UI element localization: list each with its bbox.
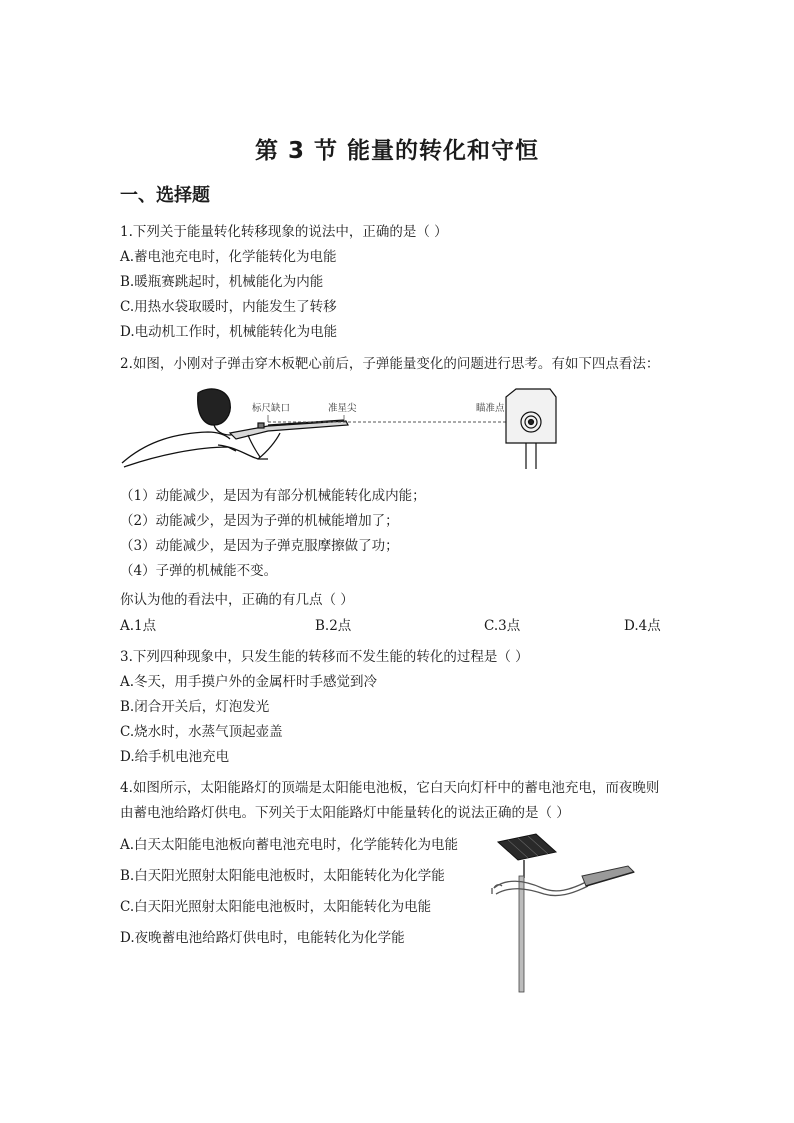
section-heading: 一、选择题 [120, 185, 210, 206]
solar-panel-illustration [498, 834, 556, 878]
label-front-sight: 准星尖 [328, 403, 357, 414]
q1-option-c[interactable]: C.用热水袋取暖时，内能发生了转移 [120, 299, 337, 315]
q3-option-a[interactable]: A.冬天，用手摸户外的金属杆时手感觉到冷 [120, 674, 378, 690]
q3-stem: 3.下列四种现象中，只发生能的转移而不发生能的转化的过程是（ ） [120, 649, 529, 665]
q2-option-c[interactable]: C.3点 [484, 618, 521, 634]
q3-option-c[interactable]: C.烧水时，水蒸气顶起壶盖 [120, 724, 283, 740]
solar-streetlight-figure [486, 830, 642, 994]
lamp-arm-illustration [492, 881, 588, 895]
q2-stem: 2.如图，小刚对子弹击穿木板靶心前后，子弹能量变化的问题进行思考。有如下四点看法： [120, 356, 660, 372]
target-board-illustration [506, 389, 556, 469]
q2-option-b[interactable]: B.2点 [315, 618, 352, 634]
q4-option-c[interactable]: C.白天阳光照射太阳能电池板时，太阳能转化为电能 [120, 899, 432, 915]
q1-stem: 1.下列关于能量转化转移现象的说法中，正确的是（ ） [120, 224, 448, 240]
q2-option-d[interactable]: D.4点 [624, 618, 661, 634]
q2-view-2: （2）动能减少，是因为子弹的机械能增加了； [120, 513, 399, 529]
q1-option-a[interactable]: A.蓄电池充电时，化学能转化为电能 [120, 249, 337, 265]
q4-stem-line-2: 由蓄电池给路灯供电。下列关于太阳能路灯中能量转化的说法正确的是（ ） [120, 805, 570, 821]
q1-option-b[interactable]: B.暖瓶赛跳起时，机械能化为内能 [120, 274, 324, 290]
lamp-head-illustration [582, 866, 634, 886]
q3-option-b[interactable]: B.闭合开关后，灯泡发光 [120, 699, 270, 715]
label-rear-sight: 标尺缺口 [252, 403, 291, 414]
page-title: 第 3 节 能量的转化和守恒 [254, 138, 540, 164]
rifle-illustration [230, 420, 348, 457]
q2-question: 你认为他的看法中，正确的有几点（ ） [120, 592, 354, 608]
q4-option-b[interactable]: B.白天阳光照射太阳能电池板时，太阳能转化为化学能 [120, 868, 445, 884]
q3-option-d[interactable]: D.给手机电池充电 [120, 749, 230, 765]
q2-view-4: （4）子弹的机械能不变。 [120, 563, 278, 579]
rifle-aiming-figure [118, 385, 558, 470]
q4-stem-line-1: 4.如图所示，太阳能路灯的顶端是太阳能电池板，它白天向灯杆中的蓄电池充电，而夜晚则 [120, 780, 660, 796]
q4-option-d[interactable]: D.夜晚蓄电池给路灯供电时，电能转化为化学能 [120, 930, 405, 946]
q2-view-3: （3）动能减少，是因为子弹克服摩擦做了功； [120, 538, 399, 554]
label-aim-point: 瞄准点 [476, 403, 505, 414]
q1-option-d[interactable]: D.电动机工作时，机械能转化为电能 [120, 324, 338, 340]
q2-option-a[interactable]: A.1点 [120, 618, 157, 634]
q2-view-1: （1）动能减少，是因为有部分机械能转化成内能； [120, 488, 426, 504]
light-pole-illustration [519, 876, 524, 992]
q4-option-a[interactable]: A.白天太阳能电池板向蓄电池充电时，化学能转化为电能 [120, 837, 459, 853]
